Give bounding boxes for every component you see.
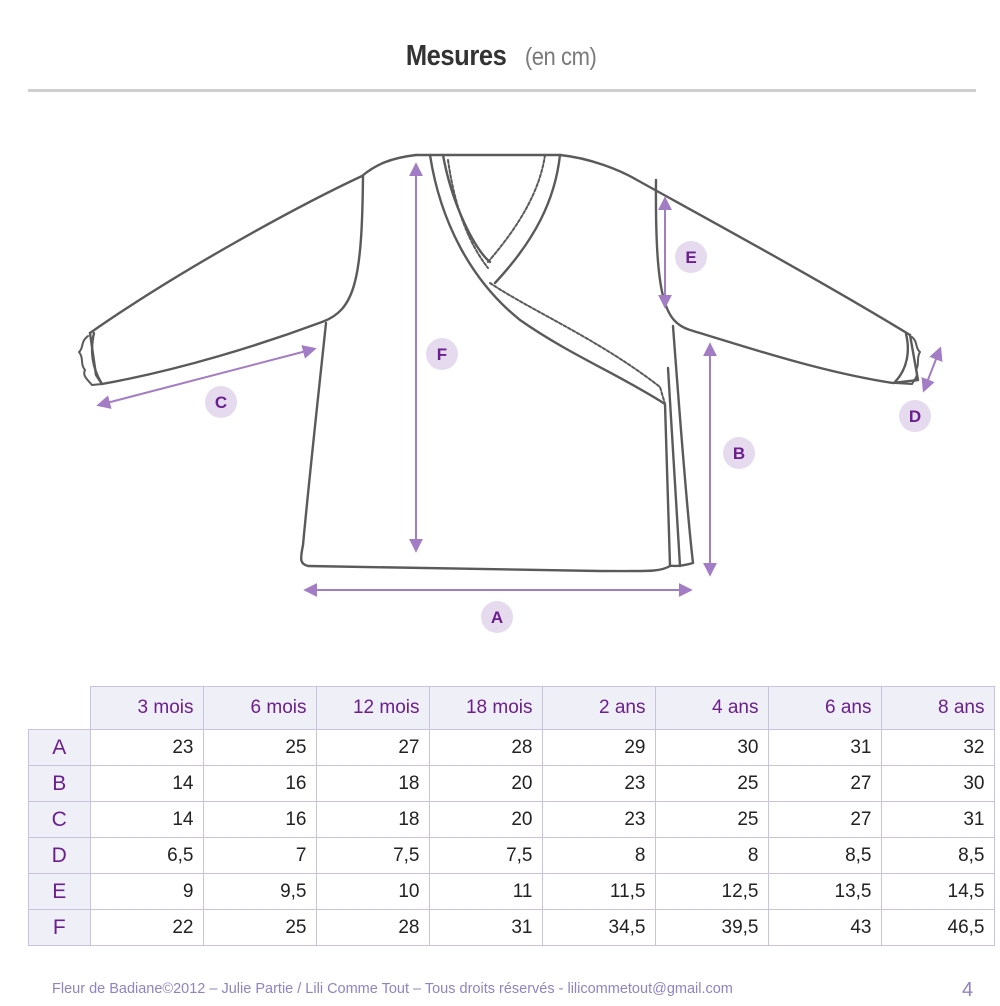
table-cell: 8: [655, 838, 768, 874]
svg-text:F: F: [436, 345, 448, 364]
table-cell: 23: [542, 766, 655, 802]
table-cell: 6,5: [90, 838, 203, 874]
table-cell: 18: [316, 766, 429, 802]
table-cell: 34,5: [542, 910, 655, 946]
table-cell: 12,5: [655, 874, 768, 910]
table-cell: 31: [768, 730, 881, 766]
row-label: E: [29, 874, 91, 910]
title-main: Mesures: [405, 40, 506, 72]
cardigan-outline: [79, 155, 920, 571]
table-cell: 31: [429, 910, 542, 946]
table-cell: 18: [316, 802, 429, 838]
table-cell: 43: [768, 910, 881, 946]
page-number: 4: [962, 979, 974, 1001]
table-cell: 32: [881, 730, 994, 766]
table-cell: 23: [542, 802, 655, 838]
table-cell: 30: [881, 766, 994, 802]
table-cell: 27: [768, 766, 881, 802]
column-header: 6 ans: [768, 687, 881, 730]
table-cell: 14: [90, 766, 203, 802]
table-cell: 25: [203, 730, 316, 766]
table-row: [29, 766, 995, 802]
table-cell: 31: [881, 802, 994, 838]
table-cell: 14: [90, 802, 203, 838]
table-cell: 7: [203, 838, 316, 874]
table-cell: 10: [316, 874, 429, 910]
table-cell: 8: [542, 838, 655, 874]
row-label: F: [29, 910, 91, 946]
row-label: C: [29, 802, 91, 838]
table-cell: 7,5: [316, 838, 429, 874]
table-cell: 39,5: [655, 910, 768, 946]
column-header: 2 ans: [542, 687, 655, 730]
badge-a: [481, 601, 513, 633]
column-header: 8 ans: [881, 687, 994, 730]
svg-text:A: A: [490, 608, 504, 627]
table-cell: 25: [203, 910, 316, 946]
footer-credits: Fleur de Badiane©2012 – Julie Partie / Lili Comme Tout – Tous droits réservés - lilicommetout@gmail.com: [52, 981, 733, 997]
table-cell: 23: [90, 730, 203, 766]
measurement-arrows: [99, 165, 940, 590]
row-label: D: [29, 838, 91, 874]
table-cell: 16: [203, 766, 316, 802]
badge-f: [426, 338, 458, 370]
table-cell: 28: [316, 910, 429, 946]
column-header: 18 mois: [429, 687, 542, 730]
table-cell: 27: [768, 802, 881, 838]
table-cell: 22: [90, 910, 203, 946]
table-cell: 11: [429, 874, 542, 910]
svg-text:E: E: [685, 248, 697, 267]
arrow-d: [924, 349, 940, 390]
column-header: 3 mois: [90, 687, 203, 730]
table-row: [29, 730, 995, 766]
svg-text:D: D: [908, 407, 922, 426]
table-cell: 29: [542, 730, 655, 766]
column-header: 12 mois: [316, 687, 429, 730]
table-cell: 8,5: [768, 838, 881, 874]
table-header-row: [29, 687, 995, 730]
title-unit: (en cm): [525, 43, 597, 71]
table-cell: 9: [90, 874, 203, 910]
table-cell: 11,5: [542, 874, 655, 910]
table-cell: 20: [429, 802, 542, 838]
badge-e: [675, 241, 707, 273]
badge-b: [723, 437, 755, 469]
table-row: [29, 874, 995, 910]
table-cell: 16: [203, 802, 316, 838]
table-cell: 13,5: [768, 874, 881, 910]
table-cell: 14,5: [881, 874, 994, 910]
table-cell: 46,5: [881, 910, 994, 946]
svg-text:B: B: [732, 444, 746, 463]
table-cell: 9,5: [203, 874, 316, 910]
badge-d: [899, 400, 931, 432]
table-corner: [29, 687, 91, 730]
svg-text:C: C: [214, 393, 228, 412]
table-cell: 20: [429, 766, 542, 802]
table-cell: 8,5: [881, 838, 994, 874]
table-cell: 28: [429, 730, 542, 766]
table-row: [29, 910, 995, 946]
table-cell: 25: [655, 766, 768, 802]
table-cell: 27: [316, 730, 429, 766]
measurements-table: [28, 686, 995, 946]
table-cell: 30: [655, 730, 768, 766]
table-row: [29, 838, 995, 874]
table-cell: 25: [655, 802, 768, 838]
table-cell: 7,5: [429, 838, 542, 874]
column-header: 6 mois: [203, 687, 316, 730]
row-label: A: [29, 730, 91, 766]
badge-c: [205, 386, 237, 418]
column-header: 4 ans: [655, 687, 768, 730]
table-row: [29, 802, 995, 838]
row-label: B: [29, 766, 91, 802]
